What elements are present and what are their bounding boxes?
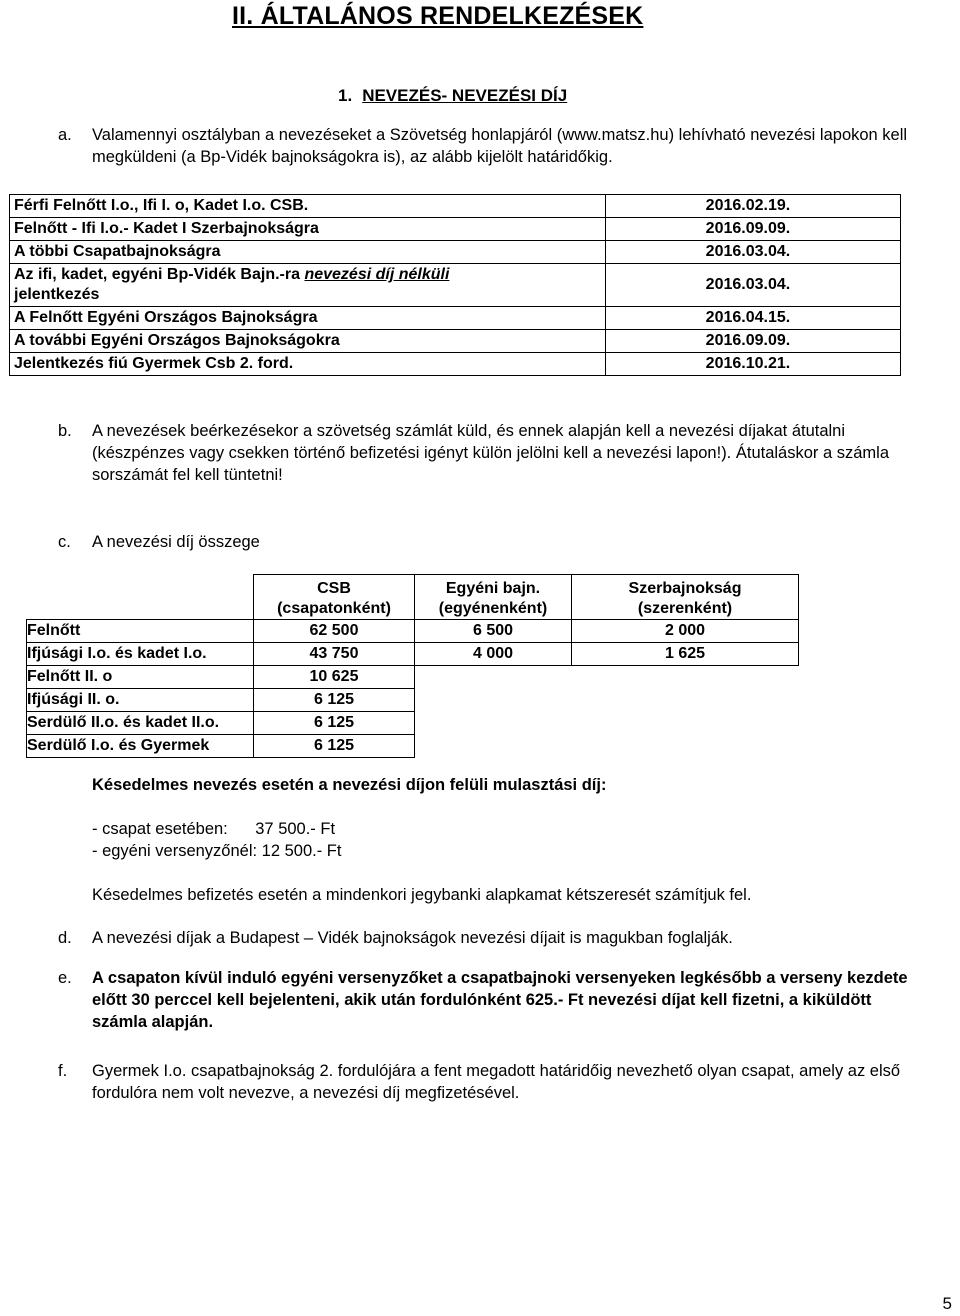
table-row <box>10 264 901 307</box>
paragraph-b-letter: b. <box>58 422 72 440</box>
deadline-label-emphasis: nevezési díj nélküli <box>304 266 450 283</box>
fee-header-apparatus: Szerbajnokság (szerenként) <box>572 575 799 620</box>
deadline-date: 2016.03.04. <box>605 264 900 307</box>
fee-category: Ifjúsági II. o. <box>27 689 254 712</box>
deadline-label <box>10 264 606 307</box>
table-row <box>27 689 799 712</box>
paragraph-c-letter: c. <box>58 533 71 551</box>
paragraph-a <box>58 124 922 168</box>
deadline-table <box>9 194 901 376</box>
deadline-label-pre: Az ifi, kadet, egyéni Bp-Vidék Bajn.-ra <box>14 266 305 283</box>
fee-individual <box>415 666 572 689</box>
late-payment-note: Késedelmes befizetés esetén a mindenkori jegybanki alapkamat kétszeresét számítjuk fel. <box>92 886 752 904</box>
fee-csb: 6 125 <box>254 712 415 735</box>
fee-csb: 43 750 <box>254 643 415 666</box>
fee-apparatus <box>572 735 799 758</box>
fee-apparatus <box>572 666 799 689</box>
fee-csb: 6 125 <box>254 735 415 758</box>
fee-header-csb: CSB (csapatonként) <box>254 575 415 620</box>
late-fee-individual: - egyéni versenyzőnél: 12 500.- Ft <box>92 842 342 860</box>
deadline-date: 2016.09.09. <box>605 218 900 241</box>
deadline-label: A Felnőtt Egyéni Országos Bajnokságra <box>10 307 606 330</box>
deadline-label: Jelentkezés fiú Gyermek Csb 2. ford. <box>10 353 606 376</box>
paragraph-f-letter: f. <box>58 1062 68 1080</box>
page-number: 5 <box>942 1294 952 1313</box>
fee-table <box>26 574 799 758</box>
table-row <box>10 307 901 330</box>
fee-individual <box>415 689 572 712</box>
table-row <box>10 195 901 218</box>
table-row <box>27 620 799 643</box>
fee-apparatus: 1 625 <box>572 643 799 666</box>
table-row <box>27 666 799 689</box>
fee-individual: 4 000 <box>415 643 572 666</box>
table-row <box>10 353 901 376</box>
deadline-label: Férfi Felnőtt I.o., Ifi I. o, Kadet I.o. CSB. <box>10 195 606 218</box>
deadline-label: Felnőtt - Ifi I.o.- Kadet I Szerbajnokságra <box>10 218 606 241</box>
deadline-date: 2016.02.19. <box>605 195 900 218</box>
late-fee-heading: Késedelmes nevezés esetén a nevezési díjon felüli mulasztási díj: <box>92 776 607 794</box>
fee-apparatus: 2 000 <box>572 620 799 643</box>
fee-apparatus <box>572 712 799 735</box>
paragraph-f-text: Gyermek I.o. csapatbajnokság 2. fordulójára a fent megadott határidőig nevezhető olyan csapat, amely az első fordulóra nem volt nevezve, a nevezési díj megfizetésével. <box>92 1062 901 1102</box>
table-row <box>27 735 799 758</box>
fee-header-individual: Egyéni bajn. (egyénenként) <box>415 575 572 620</box>
section-title-text: NEVEZÉS- NEVEZÉSI DÍJ <box>362 86 568 105</box>
paragraph-b <box>58 420 922 486</box>
page-heading: II. ÁLTALÁNOS RENDELKEZÉSEK <box>232 2 644 30</box>
paragraph-c <box>58 531 922 553</box>
deadline-label: A többi Csapatbajnokságra <box>10 241 606 264</box>
paragraph-e <box>58 967 922 1033</box>
deadline-date: 2016.04.15. <box>605 307 900 330</box>
paragraph-a-text: Valamennyi osztályban a nevezéseket a Szövetség honlapjáról (www.matsz.hu) lehívható nevezési lapokon kell megküldeni (a Bp-Vidék bajnokságokra is), az alább kijelölt határidőkig. <box>92 126 908 166</box>
paragraph-c-text: A nevezési díj összege <box>92 533 260 551</box>
fee-csb: 6 125 <box>254 689 415 712</box>
paragraph-b-text: A nevezések beérkezésekor a szövetség számlát küld, és ennek alapján kell a nevezési díjakat átutalni (készpénzes vagy csekken történő befizetési igényt külön jelölni kell a nevezési lapon!). Átutaláskor a számla sorszámát fel kell tüntetni! <box>92 422 890 484</box>
section-number: 1. <box>338 86 353 105</box>
fee-individual <box>415 712 572 735</box>
deadline-label-post: jelentkezés <box>14 286 100 303</box>
late-fee-team: - csapat esetében: 37 500.- Ft <box>92 820 336 838</box>
fee-category: Felnőtt <box>27 620 254 643</box>
paragraph-e-letter: e. <box>58 969 72 987</box>
deadline-date: 2016.09.09. <box>605 330 900 353</box>
section-title <box>338 86 567 106</box>
paragraph-d <box>58 927 922 949</box>
fee-header-row <box>27 575 799 620</box>
deadline-date: 2016.10.21. <box>605 353 900 376</box>
fee-category: Serdülő I.o. és Gyermek <box>27 735 254 758</box>
fee-category: Ifjúsági I.o. és kadet I.o. <box>27 643 254 666</box>
fee-csb: 10 625 <box>254 666 415 689</box>
paragraph-d-text: A nevezési díjak a Budapest – Vidék bajnokságok nevezési díjait is magukban foglalják. <box>92 929 733 947</box>
fee-csb: 62 500 <box>254 620 415 643</box>
fee-category: Felnőtt II. o <box>27 666 254 689</box>
fee-category: Serdülő II.o. és kadet II.o. <box>27 712 254 735</box>
deadline-label: A további Egyéni Országos Bajnokságokra <box>10 330 606 353</box>
fee-header-empty <box>27 575 254 620</box>
fee-individual: 6 500 <box>415 620 572 643</box>
paragraph-a-letter: a. <box>58 126 72 144</box>
fee-apparatus <box>572 689 799 712</box>
table-row <box>10 330 901 353</box>
deadline-date: 2016.03.04. <box>605 241 900 264</box>
table-row <box>27 712 799 735</box>
paragraph-d-letter: d. <box>58 929 72 947</box>
table-row <box>10 241 901 264</box>
paragraph-e-text: A csapaton kívül induló egyéni versenyzőket a csapatbajnoki versenyeken legkésőbb a verseny kezdete előtt 30 perccel kell bejelenteni, akik után fordulónként 625.- Ft nevezési díjat kell fizetni, a kiküldött számla alapján. <box>92 969 908 1031</box>
table-row <box>27 643 799 666</box>
table-row <box>10 218 901 241</box>
paragraph-f <box>58 1060 922 1104</box>
fee-individual <box>415 735 572 758</box>
